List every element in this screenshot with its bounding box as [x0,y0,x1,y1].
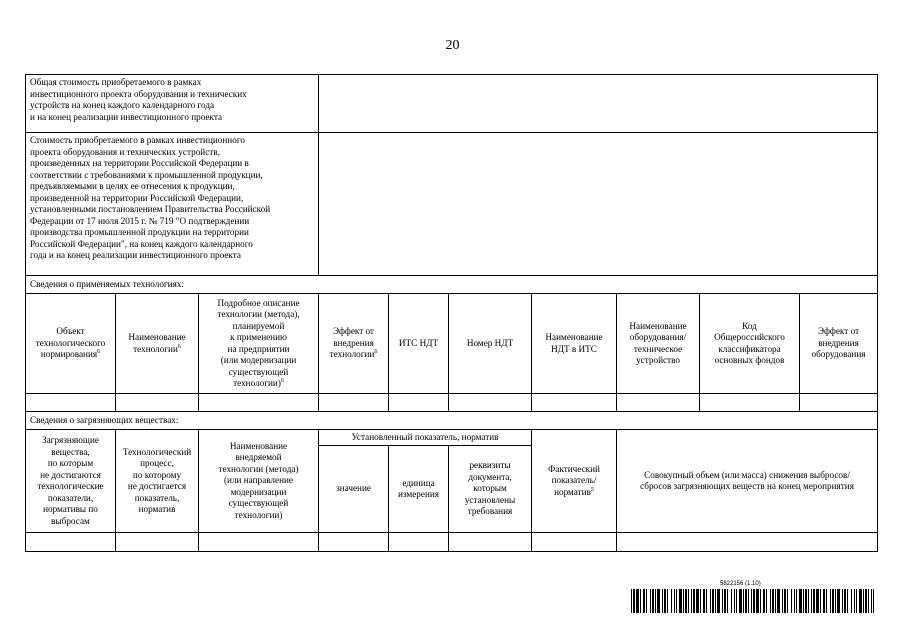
domestic-cost-value[interactable] [319,133,878,276]
poll-cell[interactable] [199,533,319,552]
total-cost-row [26,75,878,133]
tech-header-equipment-effect-text: Эффект от внедрения оборудования [811,326,866,360]
barcode-bar [715,589,716,613]
poll-cell[interactable] [449,533,532,552]
barcode-bar [633,589,635,613]
pollutants-section-row [26,412,878,430]
tech-header-description [199,294,319,394]
poll-header-actual-text: Фактический показатель/ норматив [548,463,600,497]
poll-header-substances-text: Загрязняющие вещества, по которым не достигаются технологические показатели, нормативы по выбросам [37,435,104,526]
barcode-bar [873,589,874,613]
barcode-bar [700,589,701,613]
barcode-bar [710,589,711,613]
barcode-bar [662,589,663,613]
barcode-bar [794,589,795,613]
tech-cell[interactable] [116,394,199,412]
barcode-bar [796,589,797,613]
barcode-image [631,589,874,613]
barcode-bar [756,589,759,613]
barcode-bar [636,589,639,613]
barcode-bar [805,589,807,613]
barcode-bar [685,589,687,613]
tech-header-ndt-name-text: Наименование НДТ в ИТС [545,332,603,354]
tech-cell[interactable] [449,394,532,412]
page-number: 20 [445,38,460,53]
barcode-bar [691,589,692,613]
tech-header-equipment-text: Наименование оборудования/ техническое устройство [629,320,687,365]
total-cost-value[interactable] [319,75,878,133]
footnote-mark: 5 [590,486,594,493]
footnote-mark: 6 [280,377,284,384]
tech-cell[interactable] [532,394,617,412]
tech-cell[interactable] [389,394,449,412]
barcode-bar [679,589,682,613]
pollutants-header-row-1 [26,430,878,446]
tech-header-effect-text: Эффект от внедрения технологии [329,326,375,360]
barcode-bar [736,589,737,613]
barcode-bar [743,589,744,613]
poll-cell[interactable] [319,533,389,552]
barcode-bar [688,589,689,613]
poll-cell[interactable] [617,533,878,552]
domestic-cost-row [26,133,878,276]
barcode-bar [772,589,774,613]
barcode-bar [842,589,843,613]
footnote-mark: 6 [374,349,378,356]
tech-cell[interactable] [800,394,878,412]
tech-header-ndt-name [532,294,617,394]
tech-header-name [116,294,199,394]
barcode-bar [667,589,668,613]
tech-header-its-ndt-text: ИТС НДТ [398,337,439,348]
tech-header-okof-code [700,294,800,394]
barcode-bar [643,589,645,613]
poll-header-process [116,430,199,533]
barcode-bar [640,589,641,613]
barcode-code: 5822156 (1.10) [720,581,761,587]
tech-cell[interactable] [319,394,389,412]
poll-header-total-reduction-text: Совокупный объем (или масса) снижения выбросов/ сбросов загрязняющих веществ на конец мероприятия [640,469,854,491]
tech-header-ndt-number-text: Номер НДТ [466,337,514,348]
poll-cell[interactable] [532,533,617,552]
barcode-bar [655,589,656,613]
poll-subheader-document-text: реквизиты документа, которым установлены требования [464,460,516,517]
barcode-bar [696,589,699,613]
domestic-cost-label-text: Стоимость приобретаемого в рамках инвестиционного проекта оборудования и технических устройств, произведенных на территории Российской Федерации в соответствии с требованиями к промышленной продукции, предъявляемыми в целях ее отнесения к продукции, произведенной на территории Российской Федерации, установленными постановлением Правительства Российской Федерации от 17 июля 2015 г. № 719 "О подтверждении производства промышленной продукции на территории Российской Федерации", на конец каждого календарного года и на конец реализации инвестиционного проекта [30,135,271,260]
poll-subheader-document [449,446,532,533]
barcode-bar [671,589,672,613]
barcode-bar [683,589,684,613]
poll-header-process-text: Технологический процесс, по которому не достигается показатель, норматив [122,446,192,514]
barcode-bar [835,589,836,613]
barcode-bar [830,589,831,613]
barcode-bar [763,589,765,613]
tech-header-equipment-effect [800,294,878,394]
barcode-bar [674,589,675,613]
tech-header-effect [319,294,389,394]
barcode-bar [820,589,821,613]
technologies-section-row [26,276,878,294]
tech-header-okof-code-text: Код Общероссийского классификатора основных фондов [714,320,785,365]
barcode-bar [717,589,720,613]
pollutants-section-title: Сведения о загрязняющих веществах: [26,412,878,430]
barcode-bar [854,589,855,613]
barcode-bar [808,589,809,613]
tech-cell[interactable] [26,394,116,412]
barcode-bar [664,589,666,613]
barcode-bar [676,589,677,613]
poll-header-total-reduction [617,430,878,533]
barcode-bar [739,589,742,613]
barcode-bar [803,589,804,613]
barcode-bar [811,589,812,613]
barcode-bar [657,589,660,613]
barcode-bar [734,589,735,613]
barcode-bar [832,589,834,613]
tech-header-object-text: Объект технологического нормирования [35,326,106,360]
barcode-bar [745,589,747,613]
total-cost-label [26,75,319,133]
poll-header-established-group: Установленный показатель, норматив [319,430,532,446]
barcode-bar [760,589,761,613]
barcode-bar [652,589,654,613]
tech-header-description-text: Подробное описание технологии (метода), планируемой к применению на предприятии (или модернизации существующей технологии) [217,297,300,388]
barcode-bar [784,589,786,613]
domestic-cost-label [26,133,319,276]
tech-cell[interactable] [199,394,319,412]
barcode-bar [703,589,705,613]
barcode-bar [766,589,767,613]
barcode-bar [865,589,867,613]
technologies-header-row [26,294,878,394]
tech-header-its-ndt [389,294,449,394]
barcode-bar [856,589,857,613]
barcode-bar [650,589,651,613]
barcode-bar [775,589,776,613]
barcode-bar [799,589,802,613]
tech-header-ndt-number [449,294,532,394]
barcode-bar [851,589,852,613]
barcode-bar [751,589,752,613]
tech-header-equipment [617,294,700,394]
barcode-bar [727,589,728,613]
barcode-bar [826,589,827,613]
poll-subheader-unit-text: единица измерения [397,477,440,499]
barcode-bar [753,589,755,613]
barcode-bar [748,589,749,613]
barcode-bar [693,589,695,613]
technologies-section-title: Сведения о применяемых технологиях: [26,276,878,294]
barcode-bar [823,589,825,613]
poll-cell[interactable] [26,533,116,552]
barcode-bar [863,589,864,613]
barcode-bar [631,589,632,613]
poll-header-technology-text: Наименование внедряемой технологии (метода) (или направление модернизации существующей технологии) [218,440,299,520]
poll-header-substances [26,430,116,533]
barcode-bar [816,589,819,613]
barcode-bar [791,589,792,613]
barcode-bar [706,589,707,613]
poll-header-actual [532,430,617,533]
barcode-bar [813,589,815,613]
barcode-bar [844,589,846,613]
tech-cell[interactable] [700,394,800,412]
poll-cell[interactable] [389,533,449,552]
investment-form-table [25,74,878,552]
barcode-bar [787,589,788,613]
technologies-data-row [26,394,878,412]
poll-cell[interactable] [116,533,199,552]
pollutants-data-row [26,533,878,552]
barcode-bar [770,589,771,613]
tech-header-object [26,294,116,394]
barcode-bar [722,589,723,613]
total-cost-label-text: Общая стоимость приобретаемого в рамках инвестиционного проекта оборудования и технических устройств на конец каждого календарного года и на конец реализации инвестиционного проекта [30,77,247,122]
barcode-bar [646,589,647,613]
tech-header-name-text: Наименование технологии [128,332,186,354]
barcode-bar [712,589,714,613]
barcode-bar [868,589,869,613]
barcode-bar [837,589,840,613]
tech-cell[interactable] [617,394,700,412]
barcode-bar [847,589,848,613]
poll-subheader-unit [389,446,449,533]
poll-header-technology [199,430,319,533]
barcode-bar [859,589,862,613]
barcode-bar [871,589,872,613]
barcode-bar [731,589,732,613]
footnote-mark: 6 [97,349,101,356]
footnote-mark: 6 [177,343,181,350]
barcode-bar [782,589,783,613]
poll-subheader-value: значение [319,446,389,533]
barcode-bar [777,589,780,613]
barcode-bar [724,589,726,613]
